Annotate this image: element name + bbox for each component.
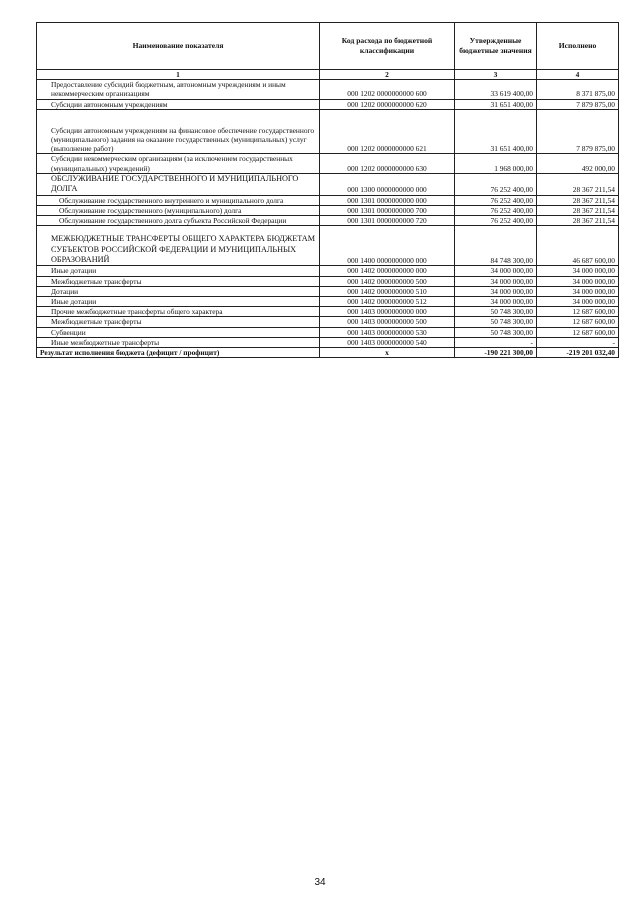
table-row xyxy=(37,226,619,266)
row-approved: 34 000 000,00 xyxy=(455,297,537,307)
row-name: Обслуживание государственного внутреннего и муниципального долга xyxy=(37,195,320,205)
row-approved: 31 651 400,00 xyxy=(455,109,537,154)
row-name: Прочие межбюджетные трансферты общего характера xyxy=(37,307,320,317)
table-row xyxy=(37,99,619,109)
row-name: Субсидии автономным учреждениям xyxy=(37,99,320,109)
row-code: 000 1202 0000000000 630 xyxy=(320,154,455,173)
table-row xyxy=(37,307,619,317)
row-name: Субвенции xyxy=(37,327,320,337)
row-code: 000 1403 0000000000 000 xyxy=(320,307,455,317)
row-code: 000 1202 0000000000 621 xyxy=(320,109,455,154)
header-approved-values: Утвержденные бюджетные значения xyxy=(455,23,537,70)
table-row xyxy=(37,80,619,99)
row-approved: 84 748 300,00 xyxy=(455,226,537,266)
row-name: Обслуживание государственного (муниципального) долга xyxy=(37,205,320,215)
row-approved: 50 748 300,00 xyxy=(455,307,537,317)
table-header-row xyxy=(37,23,619,70)
column-number: 1 xyxy=(37,70,320,80)
row-executed: 12 687 600,00 xyxy=(537,317,619,327)
row-code: 000 1202 0000000000 620 xyxy=(320,99,455,109)
result-approved: -190 221 300,00 xyxy=(455,348,537,358)
column-number-row xyxy=(37,70,619,80)
result-executed: -219 201 032,40 xyxy=(537,348,619,358)
row-code: 000 1402 0000000000 510 xyxy=(320,286,455,296)
table-row xyxy=(37,173,619,195)
table-row xyxy=(37,297,619,307)
row-name: Межбюджетные трансферты xyxy=(37,276,320,286)
row-approved: 34 000 000,00 xyxy=(455,266,537,276)
row-executed: 28 367 211,54 xyxy=(537,173,619,195)
result-name: Результат исполнения бюджета (дефицит / профицит) xyxy=(37,348,320,358)
row-name: Обслуживание государственного долга субъекта Российской Федерации xyxy=(37,216,320,226)
table-row xyxy=(37,205,619,215)
result-code: x xyxy=(320,348,455,358)
table-row xyxy=(37,266,619,276)
row-approved: 34 000 000,00 xyxy=(455,276,537,286)
table-row xyxy=(37,276,619,286)
row-executed: 34 000 000,00 xyxy=(537,276,619,286)
row-name: Субсидии автономным учреждениям на финансовое обеспечение государственного (муниципального) задания на оказание государственных (муниципальных) услуг (выполнение работ) xyxy=(37,109,320,154)
row-executed: 34 000 000,00 xyxy=(537,266,619,276)
row-code: 000 1403 0000000000 530 xyxy=(320,327,455,337)
row-code: 000 1402 0000000000 000 xyxy=(320,266,455,276)
row-executed: 7 879 875,00 xyxy=(537,109,619,154)
budget-result-row xyxy=(37,348,619,358)
row-executed: 28 367 211,54 xyxy=(537,216,619,226)
row-approved: - xyxy=(455,337,537,347)
table-row xyxy=(37,216,619,226)
row-name: Иные межбюджетные трансферты xyxy=(37,337,320,347)
row-name: Предоставление субсидий бюджетным, автономным учреждениям и иным некоммерческим организациям xyxy=(37,80,320,99)
table-row xyxy=(37,327,619,337)
row-executed: 12 687 600,00 xyxy=(537,327,619,337)
row-name: Субсидии некоммерческим организациям (за исключением государственных (муниципальных) учреждений) xyxy=(37,154,320,173)
row-executed: 492 000,00 xyxy=(537,154,619,173)
header-indicator-name: Наименование показателя xyxy=(37,23,320,70)
row-executed: - xyxy=(537,337,619,347)
row-approved: 33 619 400,00 xyxy=(455,80,537,99)
table-row xyxy=(37,154,619,173)
row-code: 000 1403 0000000000 540 xyxy=(320,337,455,347)
row-code: 000 1400 0000000000 000 xyxy=(320,226,455,266)
column-number: 4 xyxy=(537,70,619,80)
row-name: Иные дотации xyxy=(37,266,320,276)
row-approved: 76 252 400,00 xyxy=(455,195,537,205)
row-approved: 76 252 400,00 xyxy=(455,216,537,226)
table-row xyxy=(37,317,619,327)
row-executed: 7 879 875,00 xyxy=(537,99,619,109)
row-executed: 8 371 875,00 xyxy=(537,80,619,99)
row-approved: 50 748 300,00 xyxy=(455,327,537,337)
row-name: Иные дотации xyxy=(37,297,320,307)
row-executed: 28 367 211,54 xyxy=(537,205,619,215)
row-name: Межбюджетные трансферты xyxy=(37,317,320,327)
header-expense-code: Код расхода по бюджетной классификации xyxy=(320,23,455,70)
row-executed: 34 000 000,00 xyxy=(537,297,619,307)
row-code: 000 1301 0000000000 720 xyxy=(320,216,455,226)
row-executed: 28 367 211,54 xyxy=(537,195,619,205)
header-executed: Исполнено xyxy=(537,23,619,70)
row-code: 000 1301 0000000000 700 xyxy=(320,205,455,215)
row-approved: 76 252 400,00 xyxy=(455,205,537,215)
row-executed: 34 000 000,00 xyxy=(537,286,619,296)
row-code: 000 1202 0000000000 600 xyxy=(320,80,455,99)
table-row xyxy=(37,109,619,154)
row-name: МЕЖБЮДЖЕТНЫЕ ТРАНСФЕРТЫ ОБЩЕГО ХАРАКТЕРА БЮДЖЕТАМ СУБЪЕКТОВ РОССИЙСКОЙ ФЕДЕРАЦИИ И МУНИЦИПАЛЬНЫХ ОБРАЗОВАНИЙ xyxy=(37,226,320,266)
row-approved: 1 968 000,00 xyxy=(455,154,537,173)
column-number: 3 xyxy=(455,70,537,80)
row-code: 000 1402 0000000000 512 xyxy=(320,297,455,307)
row-name: ОБСЛУЖИВАНИЕ ГОСУДАРСТВЕННОГО И МУНИЦИПАЛЬНОГО ДОЛГА xyxy=(37,173,320,195)
row-code: 000 1403 0000000000 500 xyxy=(320,317,455,327)
table-row xyxy=(37,337,619,347)
table-row xyxy=(37,195,619,205)
column-number: 2 xyxy=(320,70,455,80)
row-approved: 34 000 000,00 xyxy=(455,286,537,296)
row-executed: 46 687 600,00 xyxy=(537,226,619,266)
row-code: 000 1402 0000000000 500 xyxy=(320,276,455,286)
row-approved: 31 651 400,00 xyxy=(455,99,537,109)
page-number: 34 xyxy=(314,877,326,888)
row-approved: 76 252 400,00 xyxy=(455,173,537,195)
row-executed: 12 687 600,00 xyxy=(537,307,619,317)
table-row xyxy=(37,286,619,296)
row-code: 000 1300 0000000000 000 xyxy=(320,173,455,195)
document-page xyxy=(36,22,618,358)
row-code: 000 1301 0000000000 000 xyxy=(320,195,455,205)
row-approved: 50 748 300,00 xyxy=(455,317,537,327)
budget-execution-table xyxy=(36,22,619,358)
row-name: Дотации xyxy=(37,286,320,296)
